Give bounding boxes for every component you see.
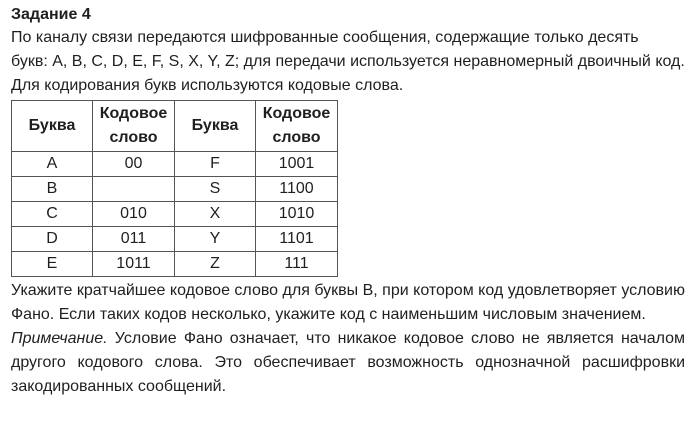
table-row [12, 227, 338, 252]
intro-line-3: Для кодирования букв используются кодовые слова. [11, 77, 404, 94]
table-cell: C [12, 202, 93, 227]
table-cell: A [12, 152, 93, 177]
table-cell: 1001 [256, 152, 338, 177]
table-cell: 1101 [256, 227, 338, 252]
question-text: Укажите кратчайшее кодовое слово для буквы B, при котором код удовлетворяет условию Фано. Если таких кодов несколько, укажите код с наименьшим числовым значением. [11, 282, 685, 323]
task-intro [11, 26, 685, 98]
table-cell: 011 [93, 227, 175, 252]
table-cell: F [175, 152, 256, 177]
table-cell: 010 [93, 202, 175, 227]
header-codeword: Кодовое слово [256, 101, 338, 152]
table-cell: S [175, 177, 256, 202]
table-row [12, 152, 338, 177]
table-cell: B [12, 177, 93, 202]
table-cell: 1100 [256, 177, 338, 202]
intro-line-1: По каналу связи передаются шифрованные сообщения, содержащие только десять [11, 29, 639, 46]
code-table [11, 100, 338, 277]
header-letter: Буква [175, 101, 256, 152]
table-cell: 1011 [93, 252, 175, 277]
table-cell: X [175, 202, 256, 227]
table-cell: D [12, 227, 93, 252]
table-cell: 00 [93, 152, 175, 177]
table-row [12, 202, 338, 227]
table-header-row [12, 101, 338, 152]
intro-line-2: букв: A, B, C, D, E, F, S, X, Y, Z; для передачи используется неравномерный двоичный код. [11, 53, 685, 70]
header-letter: Буква [12, 101, 93, 152]
note-text: Условие Фано означает, что никакое кодовое слово не является началом другого кодового слова. Это обеспечивает возможность однозначной расшифровки закодированных сообщений. [11, 330, 685, 395]
task-title: Задание 4 [11, 6, 91, 23]
note-label: Примечание. [11, 330, 108, 347]
table-cell: Y [175, 227, 256, 252]
header-codeword: Кодовое слово [93, 101, 175, 152]
table-row [12, 177, 338, 202]
table-cell: E [12, 252, 93, 277]
table-cell: 111 [256, 252, 338, 277]
table-cell: 1010 [256, 202, 338, 227]
note-paragraph [11, 327, 685, 399]
table-cell: Z [175, 252, 256, 277]
table-row [12, 252, 338, 277]
table-cell-empty [93, 177, 175, 202]
